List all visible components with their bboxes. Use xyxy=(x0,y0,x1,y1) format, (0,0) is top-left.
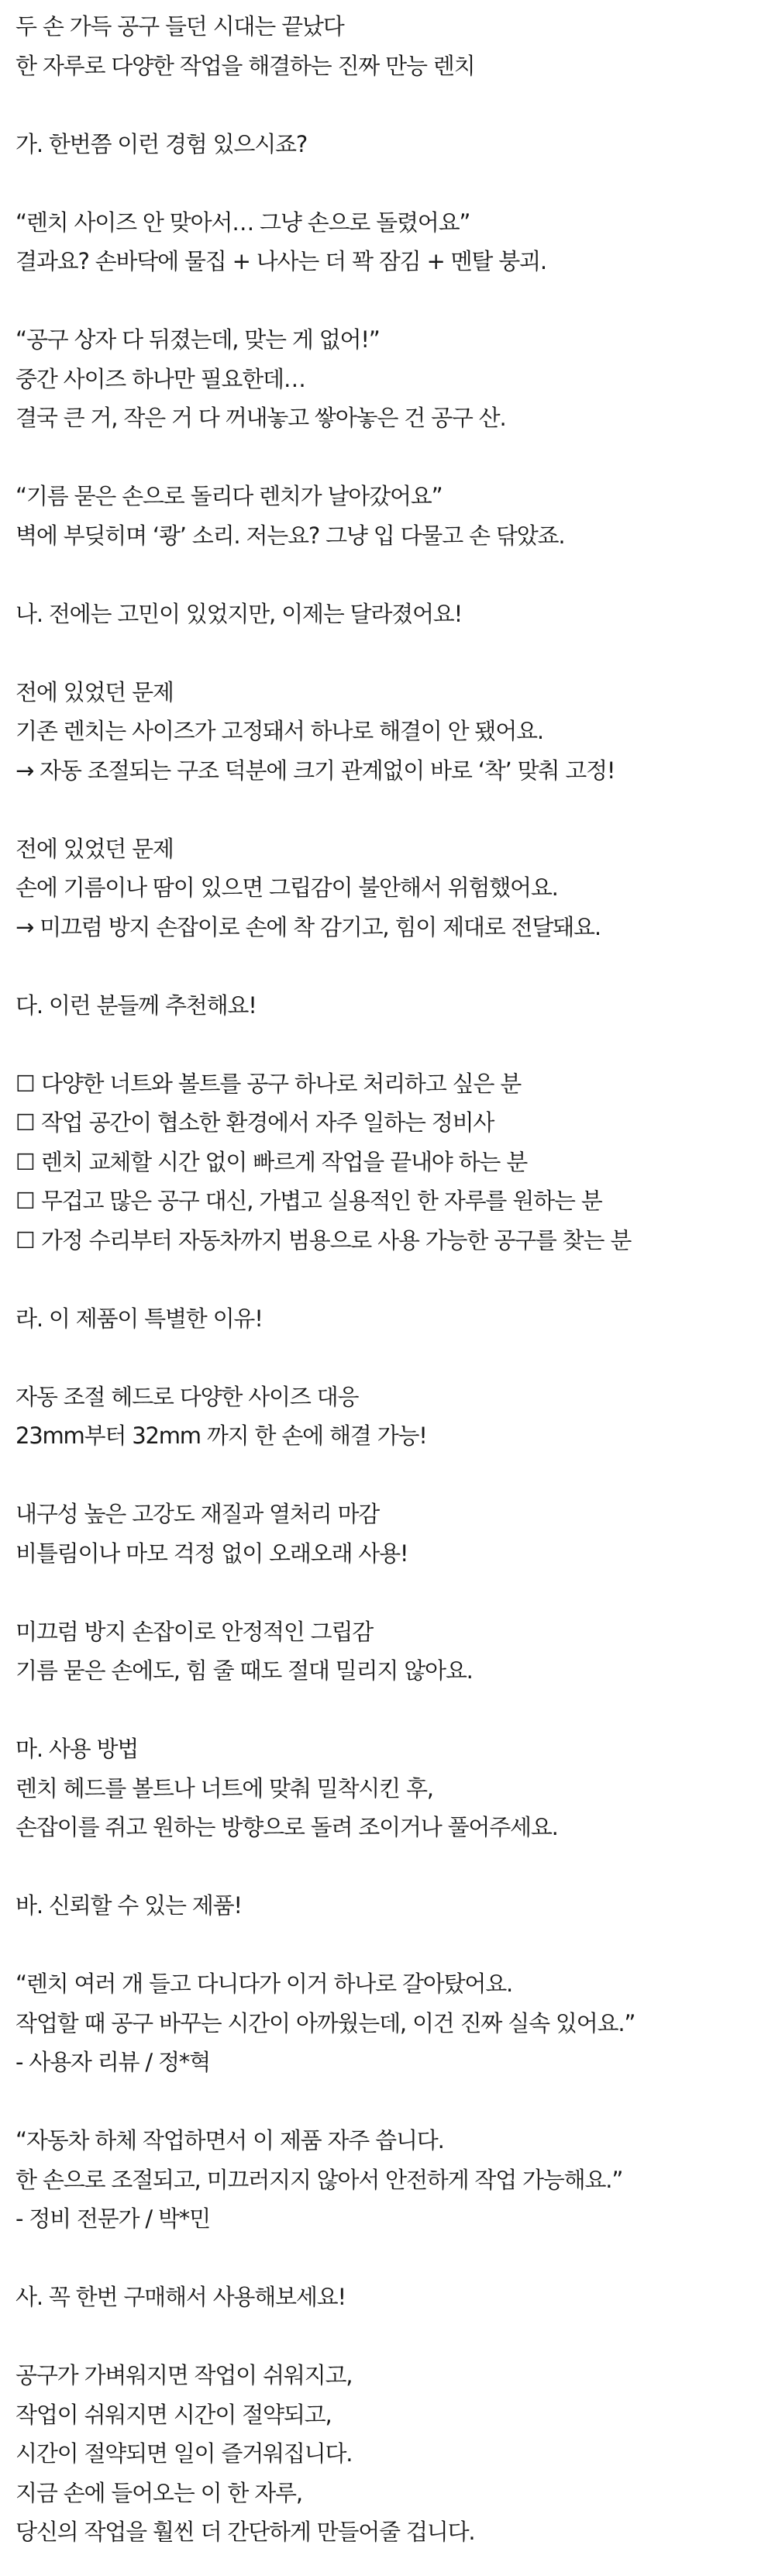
text-line: 사. 꼭 한번 구매해서 사용해보세요! xyxy=(16,2284,346,2310)
text-line: - 정비 전문가 / 박*민 xyxy=(16,2205,210,2232)
text-line: 한 손으로 조절되고, 미끄러지지 않아서 안전하게 작업 가능해요.” xyxy=(16,2167,623,2193)
text-line: 시간이 절약되면 일이 즐거워집니다. xyxy=(16,2440,353,2467)
text-line: 당신의 작업을 훨씬 더 간단하게 만들어줄 겁니다. xyxy=(16,2519,475,2545)
text-line: “기름 묻은 손으로 돌리다 렌치가 날아갔어요” xyxy=(16,483,443,509)
text-line: ☐ 작업 공간이 협소한 환경에서 자주 일하는 정비사 xyxy=(16,1109,494,1136)
text-line: 렌치 헤드를 볼트나 너트에 맞춰 밀착시킨 후, xyxy=(16,1775,433,1802)
text-line: 전에 있었던 문제 xyxy=(16,679,174,705)
text-line: 다. 이런 분들께 추천해요! xyxy=(16,992,257,1019)
text-line: 손잡이를 쥐고 원하는 방향으로 돌려 조이거나 풀어주세요. xyxy=(16,1814,558,1840)
text-line: ☐ 무겁고 많은 공구 대신, 가볍고 실용적인 한 자루를 원하는 분 xyxy=(16,1188,602,1214)
text-line: 미끄럼 방지 손잡이로 안정적인 그립감 xyxy=(16,1619,374,1645)
text-line: 벽에 부딪히며 ‘쾅’ 소리. 저는요? 그냥 입 다물고 손 닦았죠. xyxy=(16,522,565,549)
text-line: ☐ 다양한 너트와 볼트를 공구 하나로 처리하고 싶은 분 xyxy=(16,1071,522,1097)
text-line: 비틀림이나 마모 걱정 없이 오래오래 사용! xyxy=(16,1540,408,1567)
text-line: → 자동 조절되는 구조 덕분에 크기 관계없이 바로 ‘착’ 맞춰 고정! xyxy=(16,757,615,784)
text-line: 23mm부터 32mm 까지 한 손에 해결 가능! xyxy=(16,1422,427,1449)
text-line: 공구가 가벼워지면 작업이 쉬워지고, xyxy=(16,2362,353,2388)
text-line: ☐ 가정 수리부터 자동차까지 범용으로 사용 가능한 공구를 찾는 분 xyxy=(16,1227,632,1254)
text-line: 내구성 높은 고강도 재질과 열처리 마감 xyxy=(16,1501,380,1527)
text-line: 전에 있었던 문제 xyxy=(16,836,174,862)
text-line: “공구 상자 다 뒤졌는데, 맞는 게 없어!” xyxy=(16,326,380,353)
text-line: 손에 기름이나 땀이 있으면 그립감이 불안해서 위험했어요. xyxy=(16,874,558,901)
text-line: 결국 큰 거, 작은 거 다 꺼내놓고 쌓아놓은 건 공구 산. xyxy=(16,405,506,431)
text-line: 기존 렌치는 사이즈가 고정돼서 하나로 해결이 안 됐어요. xyxy=(16,718,543,744)
text-line: 가. 한번쯤 이런 경험 있으시죠? xyxy=(16,131,308,157)
text-line: “자동차 하체 작업하면서 이 제품 자주 씁니다. xyxy=(16,2127,444,2154)
text-line: “렌치 여러 개 들고 다니다가 이거 하나로 갈아탔어요. xyxy=(16,1971,513,1997)
text-line: - 사용자 리뷰 / 정*혁 xyxy=(16,2049,210,2075)
text-line: 자동 조절 헤드로 다양한 사이즈 대응 xyxy=(16,1384,359,1410)
text-line: 지금 손에 들어오는 이 한 자루, xyxy=(16,2480,302,2506)
text-line: 작업할 때 공구 바꾸는 시간이 아까웠는데, 이건 진짜 실속 있어요.” xyxy=(16,2010,636,2036)
text-line: 중간 사이즈 하나만 필요한데… xyxy=(16,366,305,392)
text-line: “렌치 사이즈 안 맞아서… 그냥 손으로 돌렸어요” xyxy=(16,209,470,236)
text-line: 바. 신뢰할 수 있는 제품! xyxy=(16,1892,242,1919)
text-line: 결과요? 손바닥에 물집 + 나사는 더 꽉 잠김 + 멘탈 붕괴. xyxy=(16,248,546,274)
text-line: → 미끄럼 방지 손잡이로 손에 착 감기고, 힘이 제대로 전달돼요. xyxy=(16,914,601,940)
text-line: 두 손 가득 공구 들던 시대는 끝났다 xyxy=(16,13,344,40)
text-line: ☐ 렌치 교체할 시간 없이 빠르게 작업을 끝내야 하는 분 xyxy=(16,1149,528,1175)
text-line: 작업이 쉬워지면 시간이 절약되고, xyxy=(16,2402,332,2428)
text-line: 라. 이 제품이 특별한 이유! xyxy=(16,1305,263,1332)
text-line: 나. 전에는 고민이 있었지만, 이제는 달라졌어요! xyxy=(16,601,463,627)
text-line: 기름 묻은 손에도, 힘 줄 때도 절대 밀리지 않아요. xyxy=(16,1657,473,1684)
text-line: 마. 사용 방법 xyxy=(16,1736,139,1762)
text-line: 한 자루로 다양한 작업을 해결하는 진짜 만능 렌치 xyxy=(16,53,475,79)
